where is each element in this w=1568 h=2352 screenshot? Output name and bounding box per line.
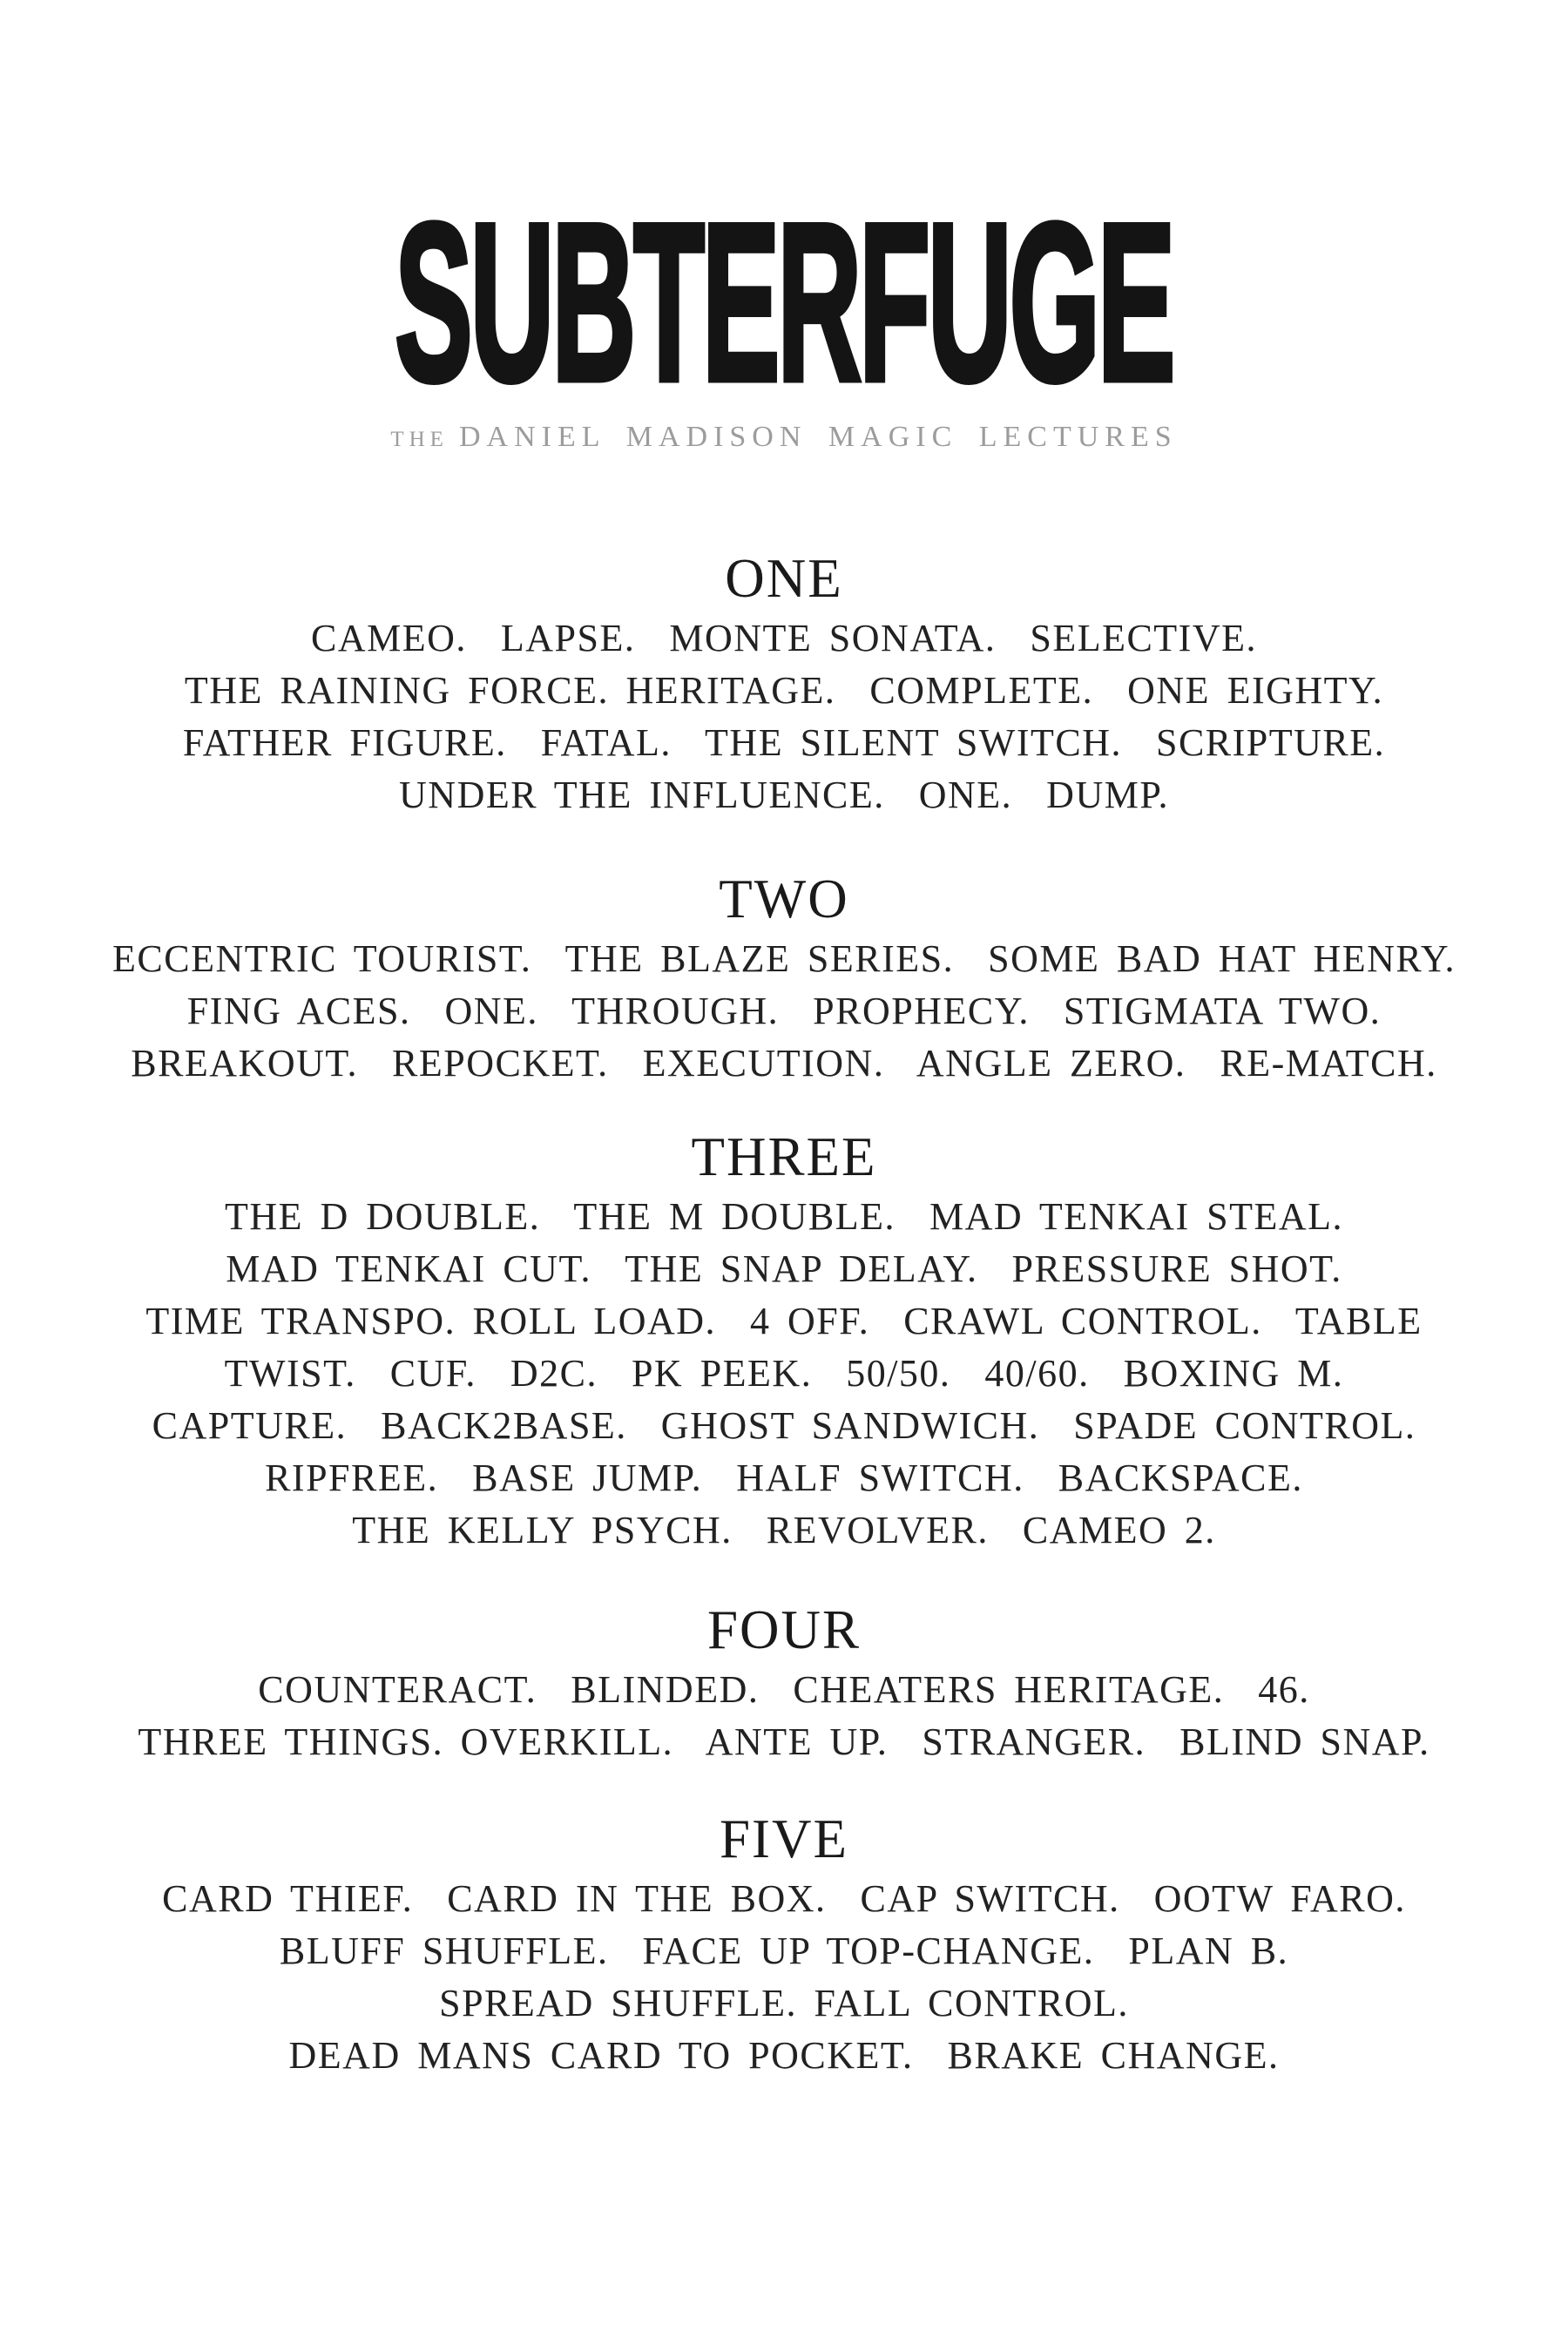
- section-line: UNDER THE INFLUENCE. ONE. DUMP.: [399, 774, 1169, 816]
- section-four: [0, 1596, 1568, 1768]
- section-three: [0, 1123, 1568, 1557]
- section-line: CARD THIEF. CARD IN THE BOX. CAP SWITCH. OOTW FARO.: [162, 1877, 1406, 1920]
- section-line: THE KELLY PSYCH. REVOLVER. CAMEO 2.: [352, 1509, 1216, 1551]
- section-line: BREAKOUT. REPOCKET. EXECUTION. ANGLE ZERO. RE-MATCH.: [131, 1042, 1437, 1085]
- section-heading: TWO: [719, 868, 849, 929]
- section-line: TWIST. CUF. D2C. PK PEEK. 50/50. 40/60. BOXING M.: [224, 1352, 1344, 1395]
- section-line: DEAD MANS CARD TO POCKET. BRAKE CHANGE.: [288, 2034, 1280, 2077]
- subtitle-prefix: THE: [390, 428, 449, 451]
- section-line: FATHER FIGURE. FATAL. THE SILENT SWITCH. SCRIPTURE.: [182, 721, 1386, 764]
- section-line: CAMEO. LAPSE. MONTE SONATA. SELECTIVE.: [311, 617, 1257, 659]
- section-line: THE RAINING FORCE. HERITAGE. COMPLETE. ONE EIGHTY.: [184, 669, 1384, 712]
- section-line: SPREAD SHUFFLE. FALL CONTROL.: [439, 1982, 1129, 2024]
- section-heading: THREE: [691, 1126, 877, 1187]
- section-one: [0, 544, 1568, 821]
- section-line: ECCENTRIC TOURIST. THE BLAZE SERIES. SOME BAD HAT HENRY.: [112, 937, 1456, 980]
- section-line: THE D DOUBLE. THE M DOUBLE. MAD TENKAI STEAL.: [224, 1195, 1343, 1238]
- title-block: [0, 0, 1568, 428]
- section-heading: FOUR: [706, 1599, 862, 1660]
- section-line: THREE THINGS. OVERKILL. ANTE UP. STRANGER. BLIND SNAP.: [138, 1720, 1430, 1763]
- section-line: MAD TENKAI CUT. THE SNAP DELAY. PRESSURE SHOT.: [226, 1247, 1342, 1290]
- section-line: TIME TRANSPO. ROLL LOAD. 4 OFF. CRAWL CONTROL. TABLE: [145, 1300, 1423, 1342]
- section-line: FING ACES. ONE. THROUGH. PROPHECY. STIGMATA TWO.: [186, 990, 1382, 1032]
- section-line: BLUFF SHUFFLE. FACE UP TOP-CHANGE. PLAN B.: [279, 1930, 1289, 1972]
- section-line: CAPTURE. BACK2BASE. GHOST SANDWICH. SPADE CONTROL.: [152, 1404, 1416, 1447]
- section-heading: ONE: [725, 548, 843, 609]
- subtitle-text: DANIEL MADISON MAGIC LECTURES: [458, 421, 1178, 453]
- page-title: SUBTERFUGE: [395, 176, 1173, 428]
- section-heading: FIVE: [720, 1808, 848, 1869]
- section-line: RIPFREE. BASE JUMP. HALF SWITCH. BACKSPACE.: [265, 1456, 1303, 1499]
- section-line: COUNTERACT. BLINDED. CHEATERS HERITAGE. 46.: [258, 1668, 1310, 1711]
- section-five: [0, 1805, 1568, 2082]
- section-two: [0, 865, 1568, 1090]
